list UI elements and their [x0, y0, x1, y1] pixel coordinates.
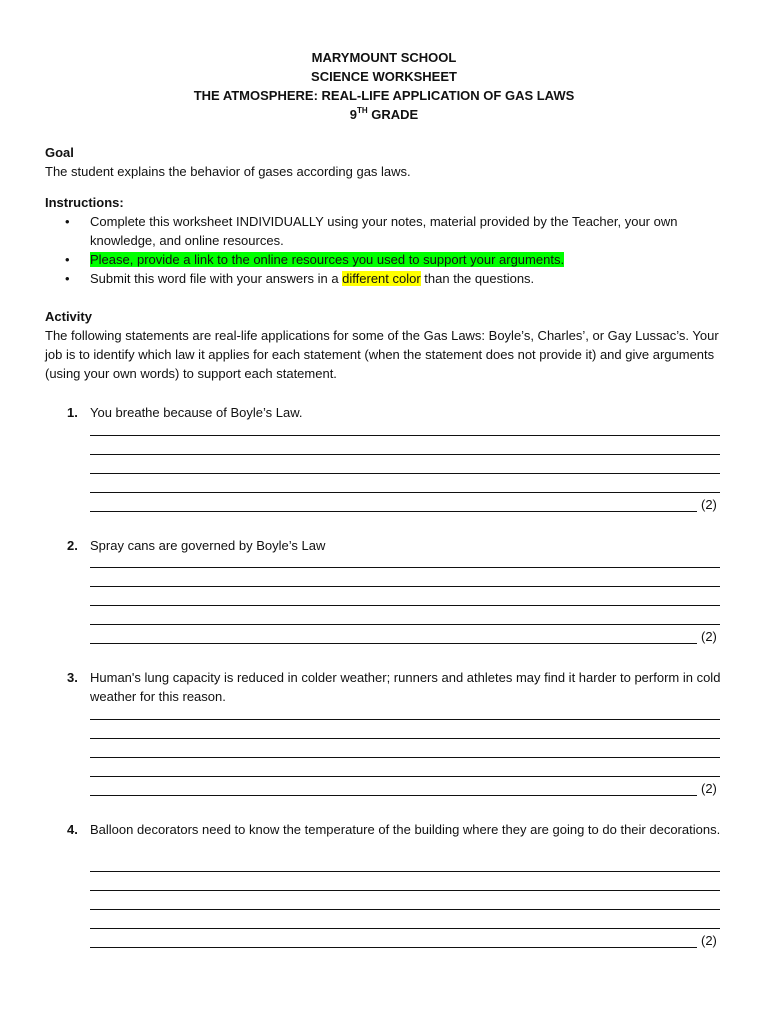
worksheet-title: THE ATMOSPHERE: REAL-LIFE APPLICATION OF GAS LAWS	[193, 88, 575, 103]
answer-line[interactable]	[90, 795, 697, 796]
question-number: 4.	[67, 822, 78, 837]
instruction-item	[45, 269, 735, 288]
answer-line[interactable]	[90, 435, 720, 436]
answer-line[interactable]	[90, 567, 720, 568]
answer-line[interactable]	[90, 776, 720, 777]
answer-line[interactable]	[90, 454, 720, 455]
points-label: (2)	[701, 629, 717, 644]
question-1	[45, 403, 735, 422]
highlight-different-color: different color	[342, 271, 421, 286]
grade-line	[0, 105, 768, 124]
goal-section	[45, 143, 735, 181]
bullet-icon: •	[65, 252, 70, 267]
bullet-icon: •	[65, 271, 70, 286]
answer-line[interactable]	[90, 586, 720, 587]
instruction-item	[45, 250, 735, 269]
question-text: Human's lung capacity is reduced in colder weather; runners and athletes may find it harder to perform in cold weather for this reason.	[90, 670, 721, 704]
question-text: You breathe because of Boyle’s Law.	[90, 405, 303, 420]
instructions-heading: Instructions:	[45, 195, 124, 210]
activity-heading: Activity	[45, 309, 92, 324]
instruction-text: than the questions.	[420, 271, 535, 286]
instructions-list	[45, 212, 735, 288]
bullet-icon: •	[65, 214, 70, 229]
answer-line[interactable]	[90, 511, 697, 512]
points-label: (2)	[701, 933, 717, 948]
question-text: Balloon decorators need to know the temperature of the building where they are going to do their decorations.	[90, 822, 721, 837]
question-number: 1.	[67, 405, 78, 420]
grade-number: 9	[349, 107, 357, 122]
answer-line[interactable]	[90, 719, 720, 720]
worksheet-type: SCIENCE WORKSHEET	[311, 69, 457, 84]
question-number: 3.	[67, 670, 78, 685]
instruction-text: Complete this worksheet INDIVIDUALLY using your notes, material provided by the Teacher, your own knowledge, and online resources.	[90, 214, 678, 248]
points-label: (2)	[701, 781, 717, 796]
document-header	[0, 48, 768, 124]
goal-heading: Goal	[45, 145, 74, 160]
instruction-text-highlighted: Please, provide a link to the online resources you used to support your arguments.	[90, 252, 565, 267]
answer-line[interactable]	[90, 738, 720, 739]
points-label: (2)	[701, 497, 717, 512]
question-3	[45, 668, 735, 706]
answer-line[interactable]	[90, 473, 720, 474]
answer-line[interactable]	[90, 757, 720, 758]
answer-line[interactable]	[90, 492, 720, 493]
answer-line[interactable]	[90, 605, 720, 606]
answer-line[interactable]	[90, 890, 720, 891]
question-text: Spray cans are governed by Boyle’s Law	[90, 538, 326, 553]
instruction-text: Submit this word file with your answers in a	[90, 271, 343, 286]
school-name: MARYMOUNT SCHOOL	[311, 50, 457, 65]
goal-text: The student explains the behavior of gases according gas laws.	[45, 164, 411, 179]
question-number: 2.	[67, 538, 78, 553]
answer-line[interactable]	[90, 909, 720, 910]
answer-line[interactable]	[90, 643, 697, 644]
question-2	[45, 536, 735, 555]
grade-superscript: TH	[357, 106, 368, 115]
answer-line[interactable]	[90, 928, 720, 929]
activity-text: The following statements are real-life applications for some of the Gas Laws: Boyle’s, Charles’, or Gay Lussac’s. Your job is to identify which law it applies for each statement (when the statement does not provide it) and give arguments (using your own words) to support each statement.	[45, 328, 719, 381]
answer-line[interactable]	[90, 871, 720, 872]
instruction-item	[45, 212, 735, 250]
question-4	[45, 820, 735, 839]
activity-section	[45, 307, 735, 383]
grade-word: GRADE	[367, 107, 419, 122]
answer-line[interactable]	[90, 947, 697, 948]
answer-line[interactable]	[90, 624, 720, 625]
